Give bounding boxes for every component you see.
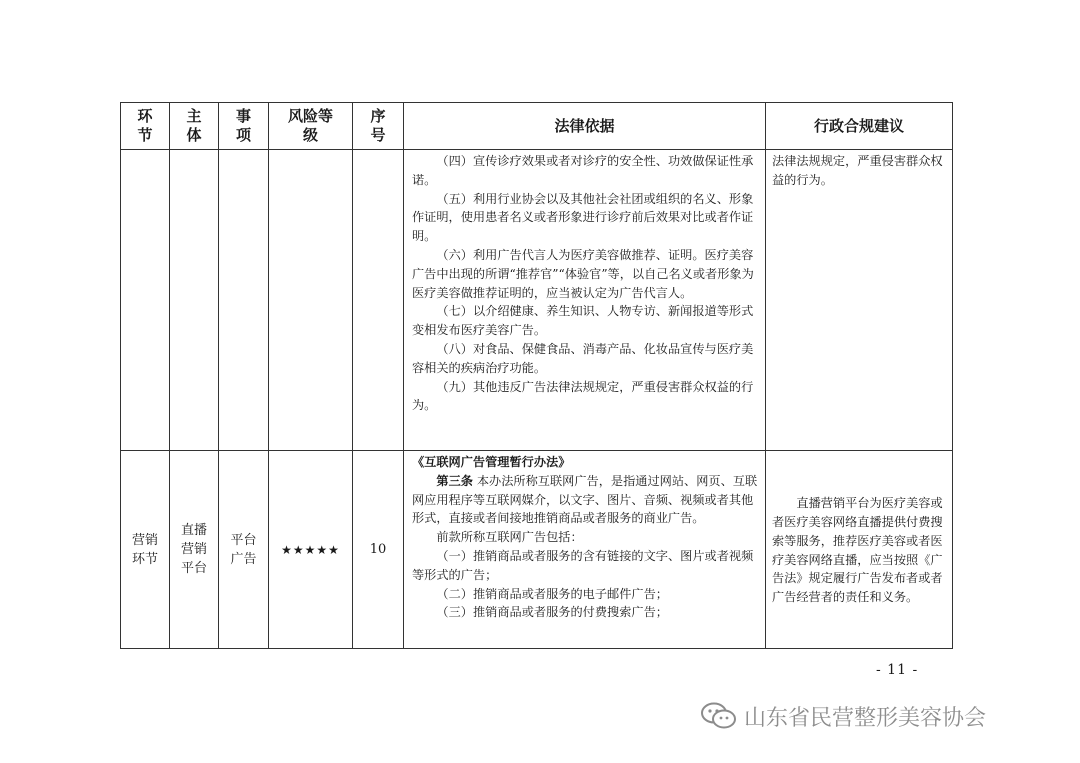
law-clause: （三）推销商品或者服务的付费搜索广告； (436, 605, 668, 620)
cell-legal-basis (404, 150, 766, 451)
cell-subject (170, 150, 219, 451)
law-article: 第三条 本办法所称互联网广告，是指通过网站、网页、互联网应用程序等互联网媒介，以文字、图片、音频、视频或者其他形式，直接或者间接地推销商品或者服务的商业广告。 (412, 473, 758, 526)
cell-compliance-advice: 法律法规规定，严重侵害群众权益的行为。 (766, 150, 953, 451)
regulation-table (120, 102, 953, 649)
law-clause: （二）推销商品或者服务的电子邮件广告； (436, 586, 668, 601)
table-row (121, 451, 953, 649)
risk-stars: ★★★★★ (269, 451, 353, 649)
cell-compliance-advice: 直播营销平台为医疗美容或者医疗美容网络直播提供付费搜索等服务，推荐医疗美容或者医疗美容网络直播，应当按照《广告法》规定履行广告发布者或者广告经营者的责任和义务。 (766, 451, 953, 649)
law-clause: （四）宣传诊疗效果或者对诊疗的安全性、功效做保证性承诺。 (412, 154, 754, 187)
header-item: 事 项 (219, 103, 269, 150)
law-clause: 前款所称互联网广告包括： (436, 530, 583, 545)
law-clause: （一）推销商品或者服务的含有链接的文字、图片或者视频等形式的广告； (412, 548, 754, 582)
header-number: 序 号 (353, 103, 404, 150)
law-clause: （八）对食品、保健食品、消毒产品、化妆品宣传与医疗美容相关的疾病治疗功能。 (412, 341, 754, 375)
cell-item (219, 150, 269, 451)
law-clause: （五）利用行业协会以及其他社会社团或组织的名义、形象作证明，使用患者名义或者形象进行诊疗前后效果对比或者作证明。 (412, 191, 754, 244)
cell-number (353, 150, 404, 451)
cell-subject: 直播 营销 平台 (170, 451, 219, 649)
cell-legal-basis (404, 451, 766, 649)
header-subject: 主 体 (170, 103, 219, 150)
law-clause: （六）利用广告代言人为医疗美容做推荐、证明。医疗美容广告中出现的所谓“推荐官”“体验官”等，以自己名义或者形象为医疗美容做推荐证明的，应当被认定为广告代言人。 (412, 247, 754, 300)
cell-stage (121, 150, 170, 451)
header-stage: 环 节 (121, 103, 170, 150)
header-risk-level: 风险等 级 (269, 103, 353, 150)
cell-stage: 营销 环节 (121, 451, 170, 649)
cell-risk (269, 150, 353, 451)
page-number: - 11 - (876, 662, 919, 678)
header-legal-basis: 法律依据 (404, 103, 766, 150)
table-header-row (121, 103, 953, 150)
wechat-icon (700, 701, 738, 731)
law-clause: （九）其他违反广告法律法规规定，严重侵害群众权益的行为。 (412, 379, 754, 413)
row-number: 10 (353, 451, 404, 649)
cell-item: 平台 广告 (219, 451, 269, 649)
watermark-text: 山东省民营整形美容协会 (744, 705, 987, 731)
table-row (121, 150, 953, 451)
law-title: 《互联网广告管理暂行办法》 (412, 455, 571, 469)
watermark (700, 698, 986, 734)
header-compliance-advice: 行政合规建议 (766, 103, 953, 150)
law-clause: （七）以介绍健康、养生知识、人物专访、新闻报道等形式变相发布医疗美容广告。 (412, 304, 754, 338)
